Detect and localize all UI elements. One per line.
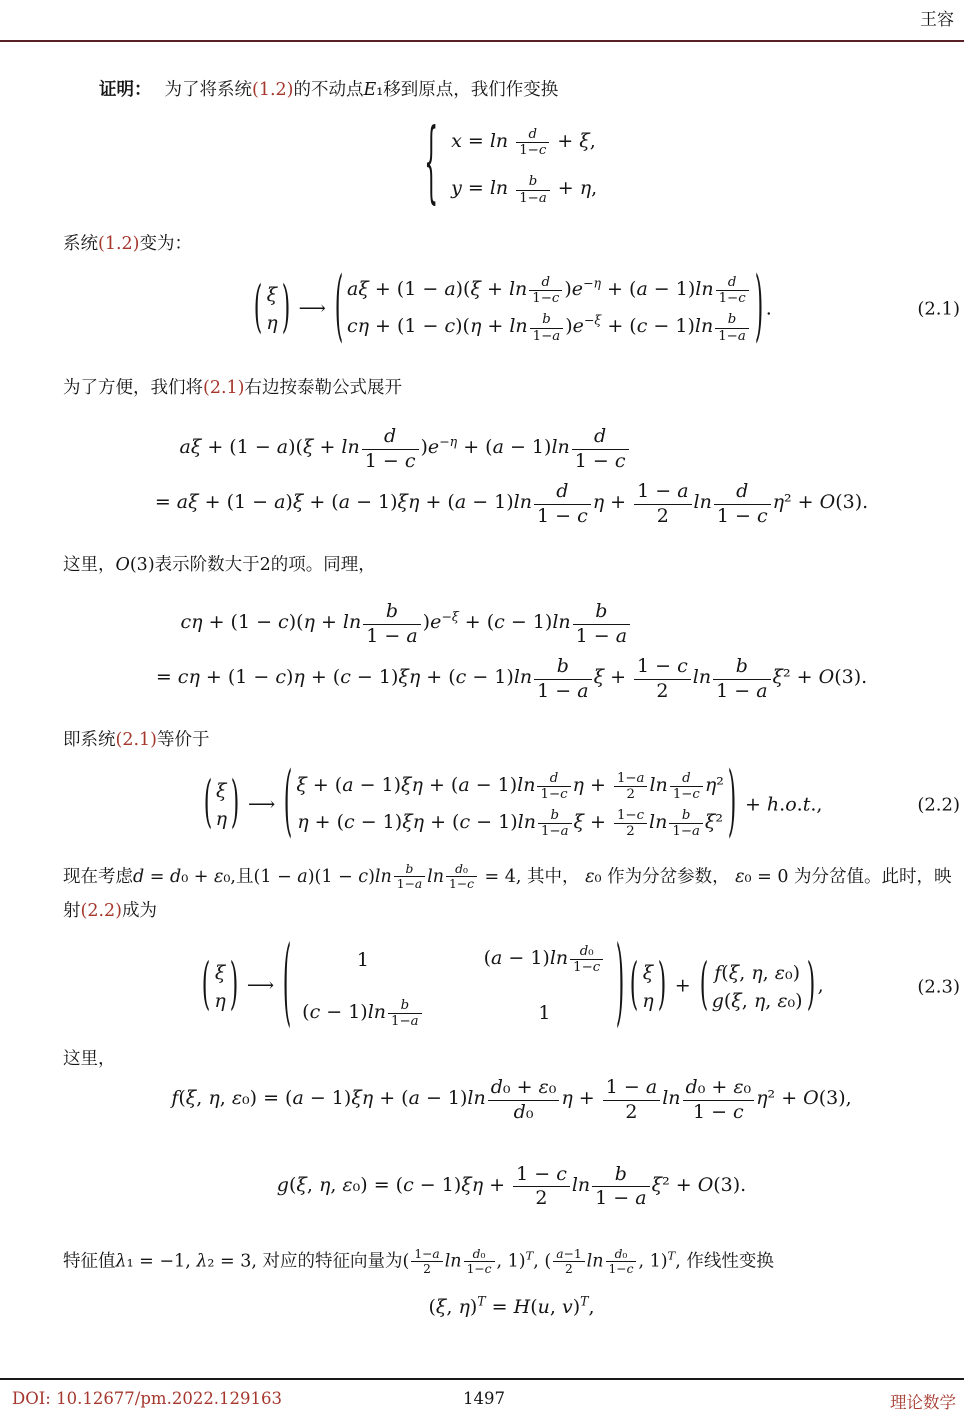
proof-paragraph: 证明： 为了将系统(1.2)的不动点E₁移到原点，我们作变换: [99, 80, 559, 100]
system-becomes-paragraph: 系统(1.2)变为：: [63, 234, 192, 254]
equation-variable-change: [63, 111, 960, 216]
equation-body: ( ξ η ) ⟶ ( ξ + (a − 1)ξη + (a − 1)ln $\frac{d}{1-c}$ η + $\frac{1-a}{2}$ ln $\frac{d}{1-c}$ η² η + (c − 1)ξη + (c − 1)ln $\frac{b}{1-a}$ ξ + $\frac{1-c}{2}$ ln $\frac{b}{1-a}$ ξ² ) + h.o.t.,: [203, 757, 823, 848]
equivalence-paragraph: 即系统(2.1)等价于: [63, 729, 210, 750]
equation-body: { x = ln $\frac{d}{1-c}$ + ξ, y = ln $\frac{b}{1-a}$ + η,: [424, 111, 598, 216]
equation-body: (ξ, η)$^T$ = H(u, v)$^T$,: [428, 1293, 595, 1319]
here-paragraph: 这里，: [63, 1049, 116, 1070]
citation-link[interactable]: (2.1): [115, 729, 157, 750]
equation-number-2-1: (2.1): [917, 298, 960, 320]
equation-body: ( ξ η ) ⟶ ( aξ + (1 − a)(ξ + ln $\frac{d}{1-c}$ )$e^{-\eta} + (a - 1)\ln$ $\frac{d}{1-c}$ cη + (1 − c)(η + ln $\frac{b}{1-a}$ )$e^{-\xi} + (c - 1)\ln$ $\frac{b}{1-a}$ ) .: [253, 261, 772, 353]
header-author: 王容: [920, 10, 954, 30]
footer-doi-link[interactable]: DOI: 10.12677/pm.2022.129163: [12, 1389, 283, 1408]
equation-2-1: [63, 261, 960, 353]
citation-link[interactable]: (1.2): [252, 80, 294, 100]
footer-journal-name: 理论数学: [890, 1393, 956, 1412]
equation-taylor-expansion-1: [155, 425, 868, 529]
equation-g-definition: [63, 1163, 960, 1212]
equation-line: = cη + (1 − c)η + (c − 1)ξη + (c − 1)ln $\frac{b}{1 - a}$ ξ + $\frac{1 - c}{2}$ ln $\frac{b}{1 - a}$ ξ² + O(3).: [155, 655, 868, 702]
footer: [12, 1389, 956, 1412]
equation-f-definition: [63, 1076, 960, 1125]
equation-line: cη + (1 − c)(η + ln $\frac{b}{1 - a}$ )$e^{-\xi} + (c - 1)\ln$ $\frac{b}{1 - a}$: [181, 600, 633, 649]
bifurcation-parameter-paragraph: 现在考虑d = d₀ + ε₀,且(1 − a)(1 − c)ln $\frac{b}{1-a}$ ln $\frac{\text{d₀}}{1-c}$ = 4, 其中， ε₀ 作为分岔参数， ε₀ = 0 为分岔值。此时，映射(2.2)成为: [63, 862, 952, 921]
equation-number-2-2: (2.2): [917, 794, 960, 816]
footer-rule: [0, 1378, 964, 1380]
citation-link[interactable]: (1.2): [98, 234, 140, 254]
footer-page-number: 1497: [463, 1389, 505, 1408]
equation-2-3: [63, 927, 960, 1040]
equation-body: g(ξ, η, ε₀) = (c − 1)ξη + $\frac{1 - c}{2}$ ln $\frac{b}{1 - a}$ ξ² + O(3).: [276, 1162, 747, 1210]
equation-2-2: [63, 757, 960, 848]
page-body: [63, 42, 960, 1318]
equation-number-2-3: (2.3): [917, 976, 960, 998]
taylor-intro-paragraph: 为了方便，我们将(2.1)右边按泰勒公式展开: [63, 378, 402, 398]
equation-linear-transform: [63, 1293, 960, 1319]
equation-line: aξ + (1 − a)(ξ + ln $\frac{d}{1 - c}$ )$e^{-\eta} + (a - 1)\ln$ $\frac{d}{1 - c}$: [180, 425, 631, 474]
equation-body: f(ξ, η, ε₀) = (a − 1)ξη + (a − 1)ln $\frac{\text{d₀ + ε₀}}{\text{d₀}}$ η + $\frac{1 - a}{2}$ ln $\frac{\text{d₀ + ε₀}}{1 - c}$ η² + O(3),: [171, 1076, 852, 1123]
order-note-paragraph: 这里，O(3)表示阶数大于2的项。同理，: [63, 554, 376, 575]
citation-link[interactable]: (2.2): [80, 900, 122, 921]
citation-link[interactable]: (2.1): [203, 378, 245, 398]
equation-taylor-expansion-2: [156, 600, 867, 704]
proof-label: 证明：: [99, 80, 152, 100]
equation-line: = aξ + (1 − a)ξ + (a − 1)ξη + (a − 1)ln $\frac{d}{1 - c}$ η + $\frac{1 - a}{2}$ ln $\frac{d}{1 - c}$ η² + O(3).: [154, 480, 869, 528]
eigenvalue-paragraph: 特征值λ₁ = −1, λ₂ = 3, 对应的特征向量为( $\frac{1-a}{2}$ ln $\frac{\text{d₀}}{1-c}$ , 1)$^T$, ( $\frac{a-1}{2}$ ln $\frac{\text{d₀}}{1-c}$ , 1)$^T$, 作线性变换: [63, 1247, 774, 1277]
equation-body: ( ξ η ) ⟶ ( 1 (a − 1)ln $\frac{\text{d₀}}{1-c}$ (c − 1)ln $\frac{b}{1-a}$ 1 ) ( ξ η ) + ( f(ξ, η, ε₀) g(ξ, η, ε₀) ) ,: [202, 927, 824, 1040]
